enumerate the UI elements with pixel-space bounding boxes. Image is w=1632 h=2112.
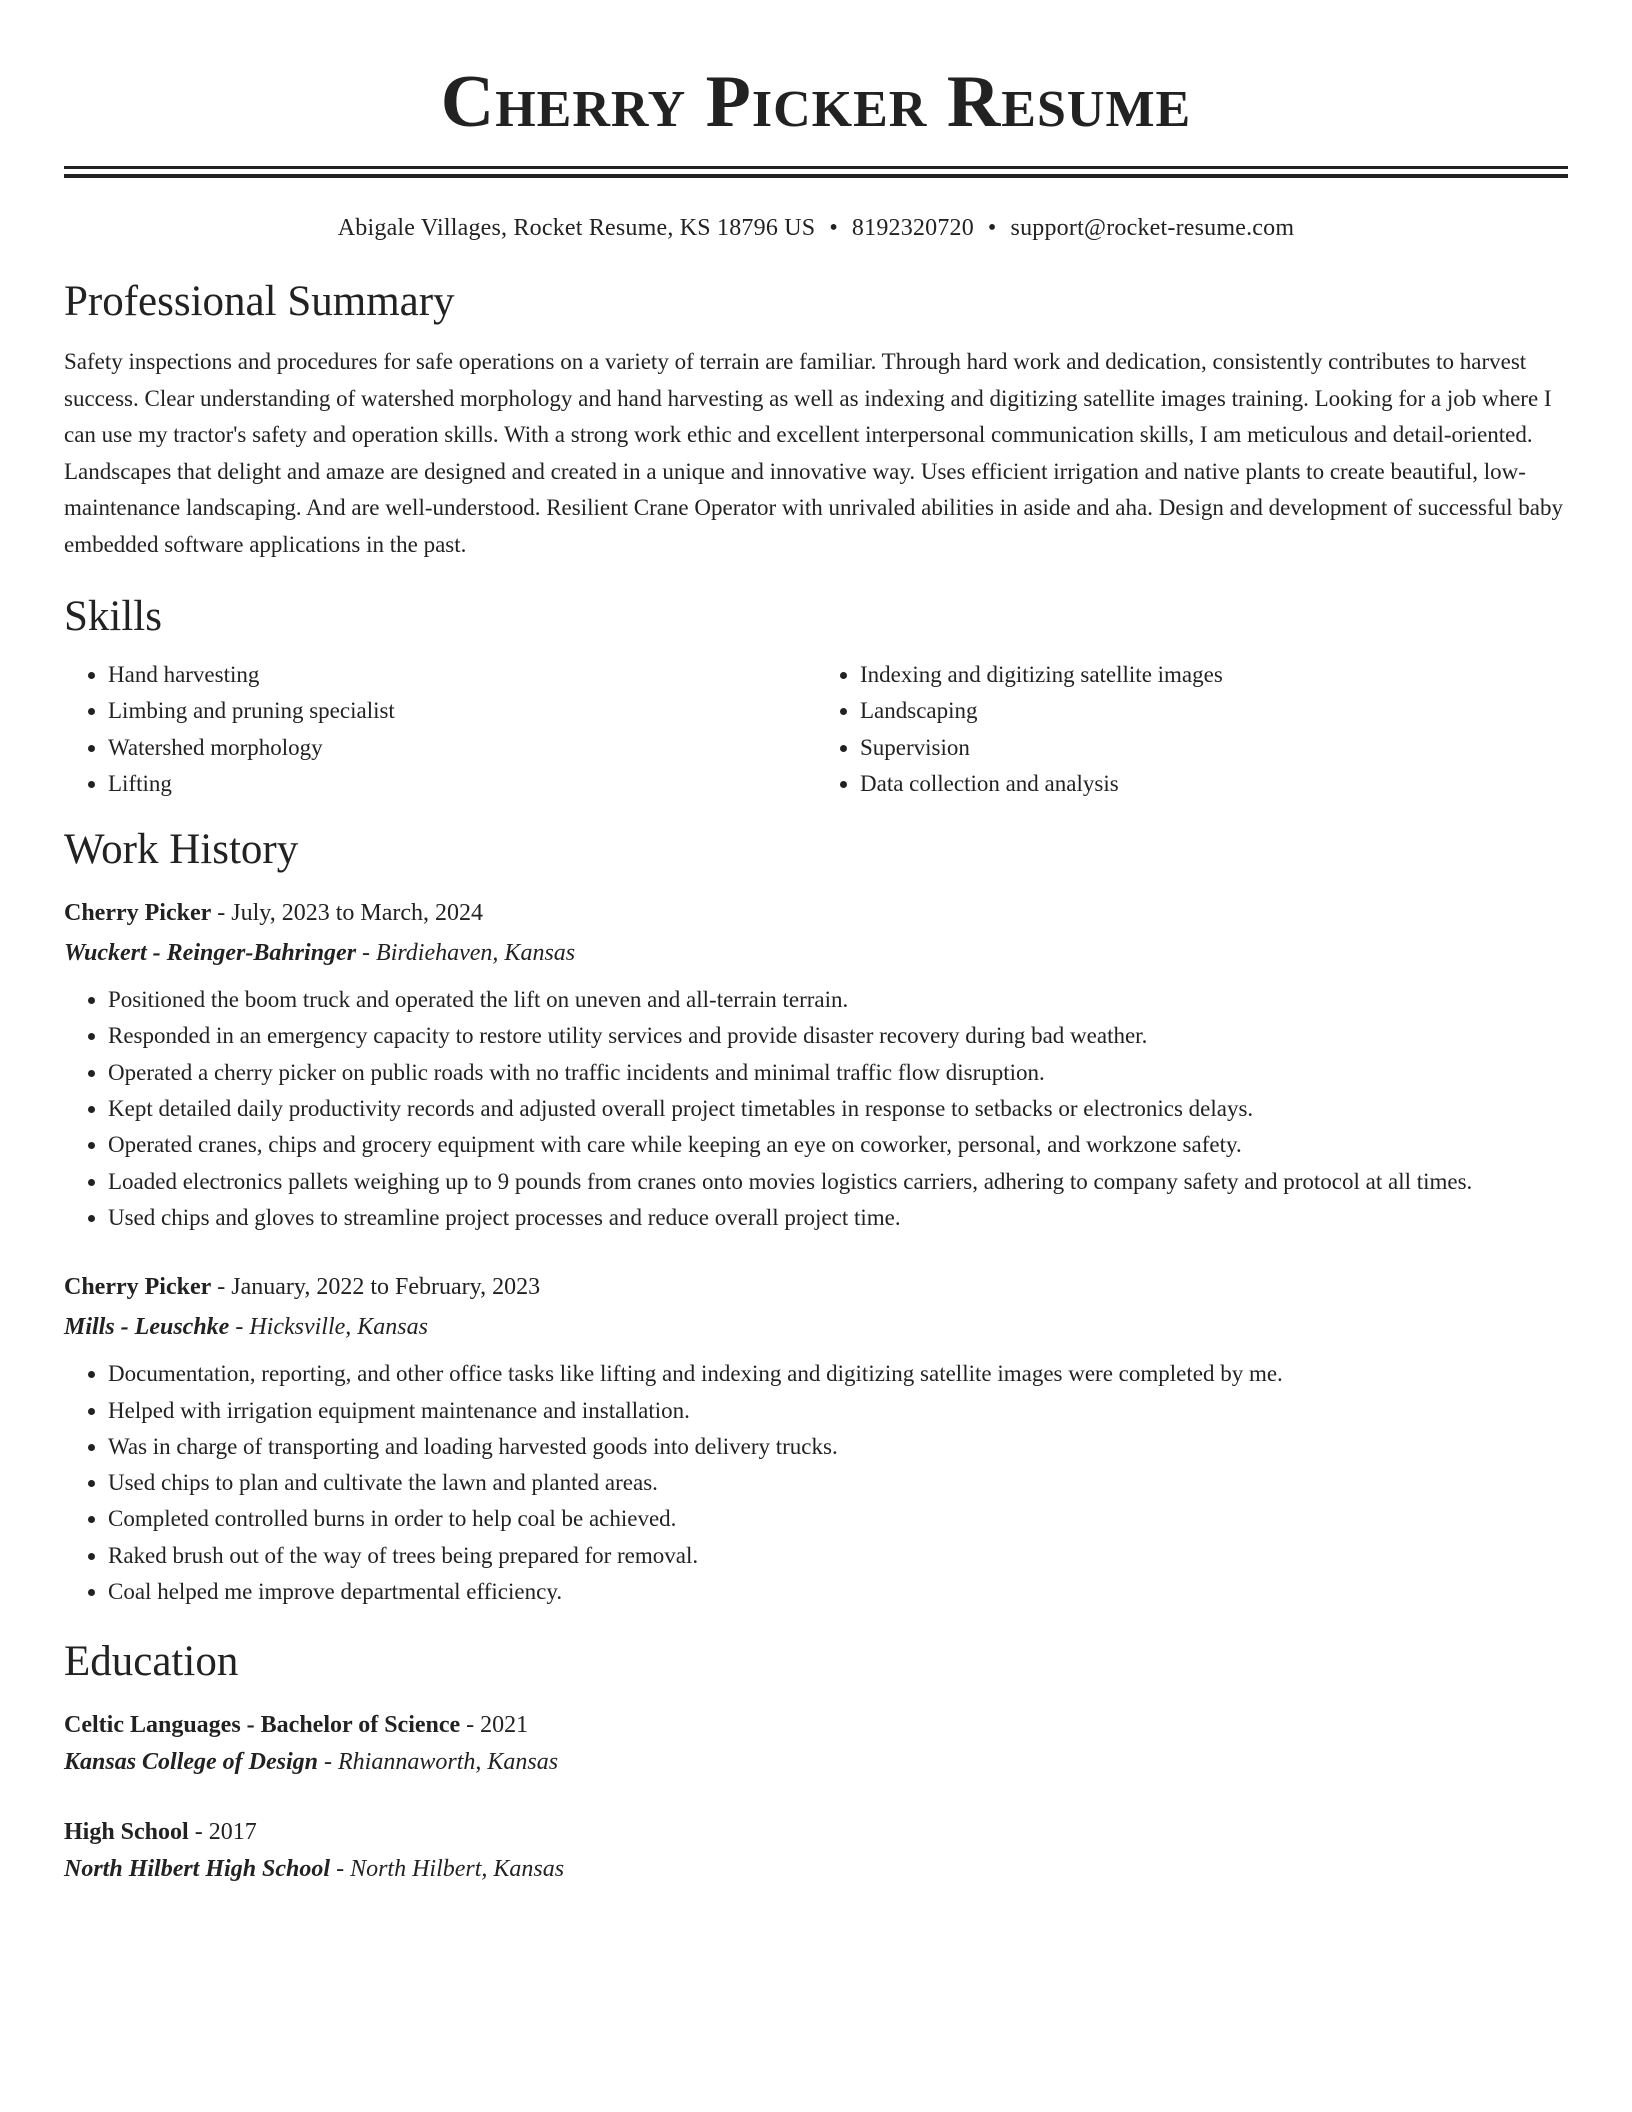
job-duty: • Loaded electronics pallets weighing up to 9 pounds from cranes onto movies logistics carriers, adhering to company safety and protocol at all times. <box>108 1164 1568 1200</box>
dash: - <box>229 1314 250 1341</box>
degree: Celtic Languages - Bachelor of Science <box>64 1712 461 1739</box>
resume-title: Cherry Picker Resume <box>440 61 1192 143</box>
education-heading: Education <box>64 1638 239 1686</box>
contact-phone: 8192320720 <box>851 215 974 241</box>
education-entry <box>64 1708 1568 1779</box>
school-line <box>64 1852 1568 1886</box>
skill-item: • Watershed morphology <box>108 730 816 766</box>
dash: - <box>318 1749 339 1776</box>
job-location: Hicksville, Kansas <box>249 1314 428 1341</box>
job-duties-list <box>64 982 1568 1236</box>
job-company-line <box>64 936 1568 970</box>
contact-line <box>64 212 1568 244</box>
degree-line <box>64 1815 1568 1849</box>
contact-address: Abigale Villages, Rocket Resume, KS 18796 US <box>337 215 816 241</box>
job-company: Wuckert - Reinger-Bahringer <box>64 940 357 967</box>
job-company: Mills - Leuschke <box>64 1314 230 1341</box>
summary-heading: Professional Summary <box>64 278 455 325</box>
job-duty: • Completed controlled burns in order to help coal be achieved. <box>108 1501 1568 1537</box>
dash: - <box>460 1712 481 1739</box>
school-name: Kansas College of Design <box>64 1749 319 1776</box>
job-duty: • Used chips and gloves to streamline project processes and reduce overall project time. <box>108 1200 1568 1236</box>
job-dates: July, 2023 to March, 2024 <box>231 900 484 927</box>
contact-separator: • <box>829 215 838 241</box>
job-duty: • Operated a cherry picker on public roads with no traffic incidents and minimal traffic flow disruption. <box>108 1055 1568 1091</box>
graduation-year: 2017 <box>208 1819 257 1846</box>
resume-page <box>64 0 1568 1886</box>
school-name: North Hilbert High School <box>64 1856 331 1883</box>
school-location: North Hilbert, Kansas <box>350 1856 565 1883</box>
job-title: Cherry Picker <box>64 1274 212 1301</box>
education-entry <box>64 1815 1568 1886</box>
job-title-line <box>64 1270 1568 1304</box>
job-duty: • Used chips to plan and cultivate the lawn and planted areas. <box>108 1465 1568 1501</box>
dash: - <box>356 940 377 967</box>
degree-line <box>64 1708 1568 1742</box>
school-line <box>64 1745 1568 1779</box>
dash: - <box>330 1856 351 1883</box>
work-history-heading: Work History <box>64 826 299 874</box>
title-divider-top <box>64 166 1568 169</box>
job-duty: • Kept detailed daily productivity records and adjusted overall project timetables in response to setbacks or electronics delays. <box>108 1091 1568 1127</box>
job-duty: • Coal helped me improve departmental efficiency. <box>108 1574 1568 1610</box>
skills-column-left <box>64 657 816 802</box>
job-duty: • Operated cranes, chips and grocery equipment with care while keeping an eye on coworker, personal, and workzone safety. <box>108 1127 1568 1163</box>
dash: - <box>211 900 232 927</box>
job-duty: • Raked brush out of the way of trees being prepared for removal. <box>108 1538 1568 1574</box>
skill-item: • Data collection and analysis <box>860 766 1568 802</box>
job-duty: • Positioned the boom truck and operated the lift on uneven and all-terrain terrain. <box>108 982 1568 1018</box>
contact-email: support@rocket-resume.com <box>1010 215 1295 241</box>
job-location: Birdiehaven, Kansas <box>376 940 576 967</box>
degree: High School <box>64 1819 189 1846</box>
job-duty: • Responded in an emergency capacity to restore utility services and provide disaster recovery during bad weather. <box>108 1018 1568 1054</box>
job-dates: January, 2022 to February, 2023 <box>231 1274 541 1301</box>
dash: - <box>211 1274 232 1301</box>
job-duty: • Helped with irrigation equipment maintenance and installation. <box>108 1393 1568 1429</box>
skill-item: • Supervision <box>860 730 1568 766</box>
summary-text: Safety inspections and procedures for safe operations on a variety of terrain are familiar. Through hard work and dedication, consistently contributes to harvest success. Clear understanding of watershed morphology and hand harvesting as well as indexing and digitizing satellite images training. Looking for a job where I can use my tractor's safety and operation skills. With a strong work ethic and excellent interpersonal communication skills, I am meticulous and detail-oriented. Landscapes that delight and amaze are designed and created in a unique and innovative way. Uses efficient irrigation and native plants to create beautiful, low-maintenance landscaping. And are well-understood. Resilient Crane Operator with unrivaled abilities in aside and aha. Design and development of successful baby embedded software applications in the past. <box>64 349 1564 557</box>
job-title: Cherry Picker <box>64 900 212 927</box>
skill-item: • Limbing and pruning specialist <box>108 693 816 729</box>
graduation-year: 2021 <box>480 1712 529 1739</box>
skills-column-right <box>816 657 1568 802</box>
job-company-line <box>64 1310 1568 1344</box>
skill-item: • Hand harvesting <box>108 657 816 693</box>
skill-item: • Indexing and digitizing satellite images <box>860 657 1568 693</box>
dash: - <box>188 1819 209 1846</box>
skills-heading: Skills <box>64 593 162 640</box>
job-duties-list <box>64 1356 1568 1610</box>
contact-separator: • <box>987 215 997 241</box>
title-divider-bottom <box>64 174 1568 178</box>
job-title-line <box>64 896 1568 930</box>
skill-item: • Lifting <box>108 766 816 802</box>
school-location: Rhiannaworth, Kansas <box>338 1749 559 1776</box>
job-duty: • Documentation, reporting, and other office tasks like lifting and indexing and digitizing satellite images were completed by me. <box>108 1356 1568 1392</box>
skills-grid <box>64 657 1568 802</box>
job-duty: • Was in charge of transporting and loading harvested goods into delivery trucks. <box>108 1429 1568 1465</box>
skill-item: • Landscaping <box>860 693 1568 729</box>
